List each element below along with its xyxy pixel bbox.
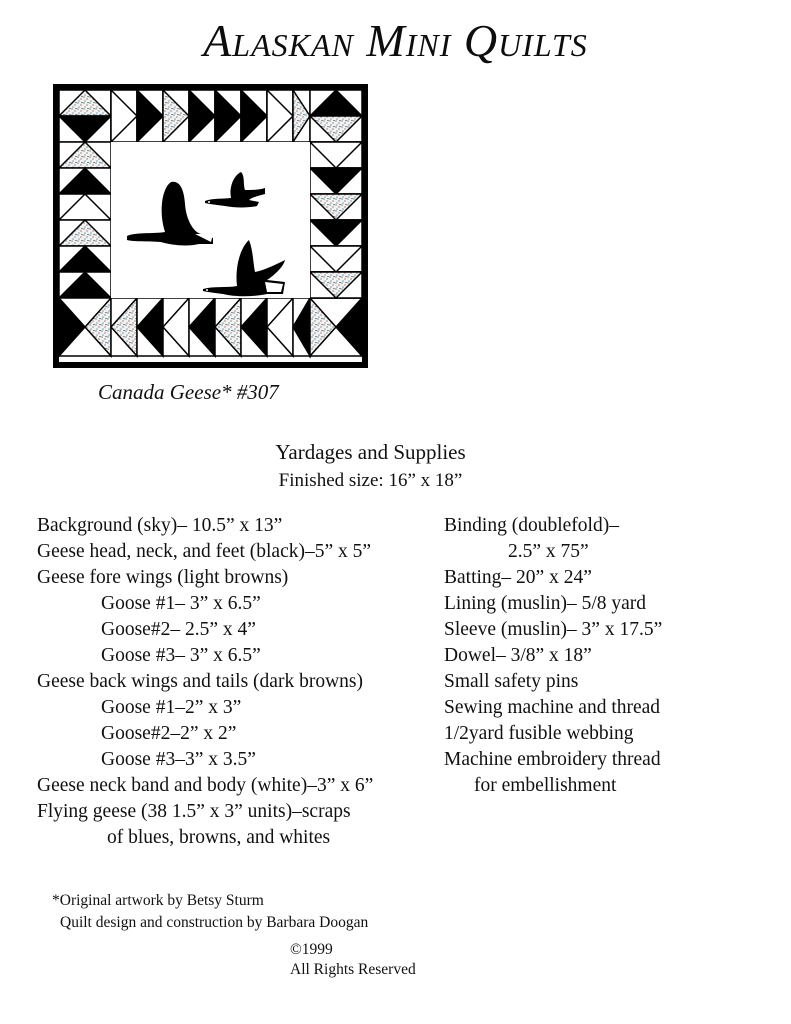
supply-item: Sleeve (muslin)– 3” x 17.5” [444,619,663,640]
finished-size: Finished size: 16” x 18” [278,470,463,491]
supply-item: Background (sky)– 10.5” x 13” [37,515,283,536]
supply-item-continuation: for embellishment [474,775,617,796]
supply-item: Geese head, neck, and feet (black)–5” x 5” [37,541,372,562]
supply-item-continuation: 2.5” x 75” [508,541,589,562]
supplies-left-column [37,513,437,851]
rights-notice: All Rights Reserved [290,961,416,978]
canada-geese-quilt-image [53,84,368,368]
copyright-block [290,940,416,980]
supply-item: Small safety pins [444,671,579,692]
supply-subitem: Goose #1–2” x 3” [101,697,242,718]
supply-item: Machine embroidery thread [444,749,661,770]
supplies-right-column [444,513,764,799]
supply-item: Geese back wings and tails (dark browns) [37,671,363,692]
design-credit: Quilt design and construction by Barbara Doogan [60,914,369,931]
supply-subitem: Goose #1– 3” x 6.5” [101,593,261,614]
supply-item: Binding (doublefold)– [444,515,619,536]
supply-item: Geese neck band and body (white)–3” x 6” [37,775,374,796]
supply-item: Sewing machine and thread [444,697,661,718]
supply-subitem: Goose #3– 3” x 6.5” [101,645,261,666]
artwork-credit: *Original artwork by Betsy Sturm [52,892,264,909]
supply-subitem: Goose #3–3” x 3.5” [101,749,256,770]
supply-item: 1/2yard fusible webbing [444,723,634,744]
quilt-caption: Canada Geese* #307 [98,380,279,404]
supply-item: Batting– 20” x 24” [444,567,592,588]
quilt-illustration [53,84,368,368]
page-title: Alaskan Mini Quilts [203,15,588,66]
supply-subitem: Goose#2– 2.5” x 4” [101,619,256,640]
supply-item: Geese fore wings (light browns) [37,567,289,588]
supplies-heading: Yardages and Supplies [275,440,466,464]
supply-item: Dowel– 3/8” x 18” [444,645,592,666]
supply-item: Flying geese (38 1.5” x 3” units)–scraps [37,801,351,822]
supply-subitem: Goose#2–2” x 2” [101,723,237,744]
supply-item: Lining (muslin)– 5/8 yard [444,593,647,614]
supply-item-continuation: of blues, browns, and whites [107,827,331,848]
copyright-year: ©1999 [290,941,333,958]
